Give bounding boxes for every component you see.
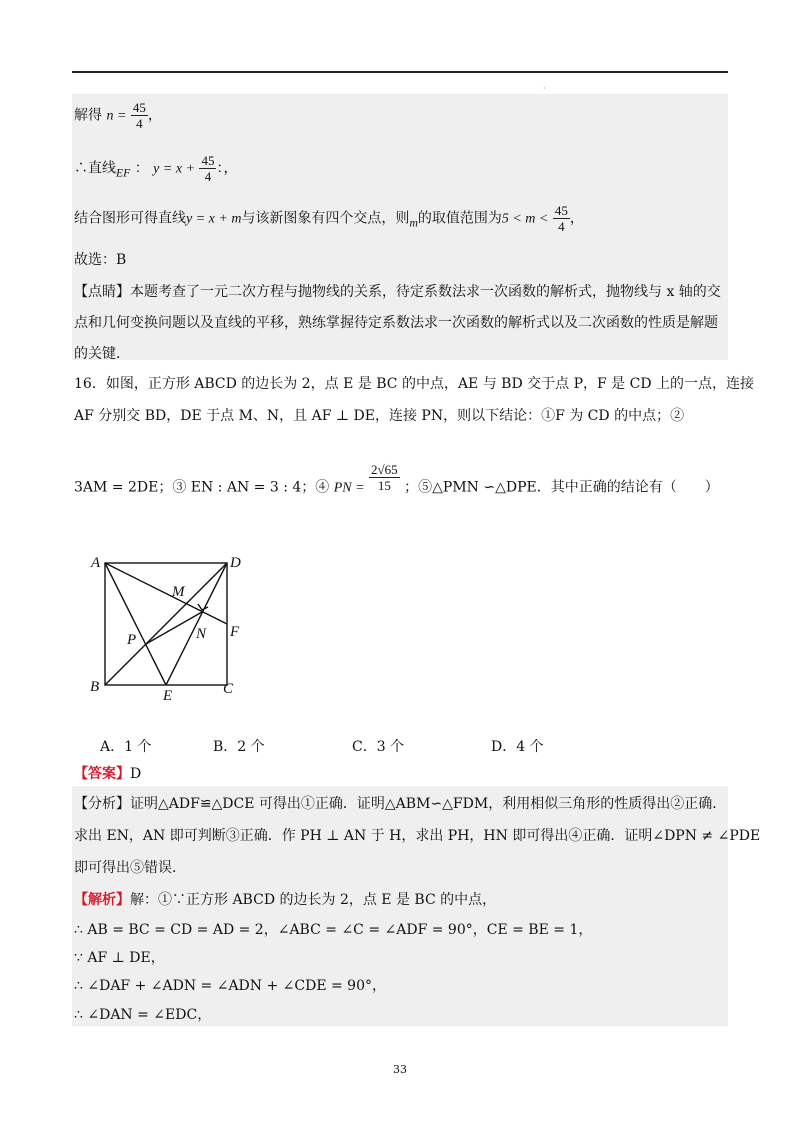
label-d: D xyxy=(230,555,241,571)
fraction-45-4: $\frac{45}{4}$ xyxy=(132,100,146,131)
label-m: M xyxy=(172,584,185,600)
explanation-line-3: ∵ AF ⊥ DE， xyxy=(74,950,165,966)
geometry-figure xyxy=(80,548,260,708)
segment-af xyxy=(105,563,227,624)
label-a: A xyxy=(91,555,101,571)
header-rule xyxy=(72,71,728,73)
question-line-1: 16．如图，正方形 ABCD 的边长为 2，点 E 是 BC 的中点，AE 与 BD 交于点 P，F 是 CD 上的一点，连接 xyxy=(74,376,755,392)
option-c[interactable]: C．3 个 xyxy=(352,739,405,755)
segment-ae xyxy=(105,563,166,685)
question-line-2: AF 分别交 BD，DE 于点 M、N，且 AF ⊥ DE，连接 PN，则以下结论：①F 为 CD 的中点；② xyxy=(74,408,685,424)
solution-line-3: 结合图形可得直线y = x + m与该新图象有四个交点，则$_m$的取值范围为5 < m < $\frac{45}{4}$ ， xyxy=(74,203,584,234)
option-d[interactable]: D．4 个 xyxy=(491,739,544,755)
answer-line xyxy=(74,764,141,784)
review-line-3: 的关键． xyxy=(74,346,130,362)
option-b[interactable]: B．2 个 xyxy=(213,739,265,755)
label-b: B xyxy=(90,679,100,695)
explanation-tag: 【解析】 xyxy=(74,892,130,908)
fraction-2sqrt65-15: $\frac{2√65}{15}$ xyxy=(371,462,398,493)
solution-line-1: 解得 n = $\frac{45}{4}$ ， xyxy=(74,100,162,131)
option-a[interactable]: A．1 个 xyxy=(100,739,152,755)
analysis-line-3: 即可得出⑤错误． xyxy=(74,860,186,876)
header-dot: · xyxy=(543,84,546,93)
explanation-line-5: ∴ ∠DAN = ∠EDC， xyxy=(74,1007,212,1023)
label-p: P xyxy=(127,632,137,648)
label-e: E xyxy=(163,688,173,704)
review-line-1: 【点睛】本题考查了一元二次方程与抛物线的关系，待定系数法求一次函数的解析式，抛物线与 x 轴的交 xyxy=(74,284,721,300)
review-line-2: 点和几何变换问题以及直线的平移，熟练掌握待定系数法求一次函数的解析式以及二次函数的性质是解题 xyxy=(74,315,718,331)
explanation-line-4: ∴ ∠DAF + ∠ADN = ∠ADN + ∠CDE = 90°， xyxy=(74,978,386,994)
explanation-line-1: 【解析】解：①∵正方形 ABCD 的边长为 2，点 E 是 BC 的中点， xyxy=(74,892,497,908)
segment-de xyxy=(166,563,227,685)
label-f: F xyxy=(230,624,240,640)
answer-tag: 【答案】 xyxy=(74,766,130,782)
fraction-45-4: $\frac{45}{4}$ xyxy=(554,203,568,234)
answer-value: D xyxy=(130,766,142,782)
diagonal-bd xyxy=(105,563,227,685)
explanation-line-2: ∴ AB = BC = CD = AD = 2，∠ABC = ∠C = ∠ADF = 90°，CE = BE = 1， xyxy=(74,922,593,938)
page-number: 33 xyxy=(393,1063,407,1076)
solution-line-2: ∴直线$_{EF}$ ： y = x + $\frac{45}{4}$ ：， xyxy=(74,153,238,184)
analysis-line-1: 【分析】证明△ADF≌△DCE 可得出①正确．证明△ABM∽△FDM，利用相似三角形的性质得出②正确． xyxy=(74,796,727,812)
fraction-45-4: $\frac{45}{4}$ xyxy=(201,153,215,184)
label-n: N xyxy=(196,626,207,642)
analysis-line-2: 求出 EN，AN 即可判断③正确．作 PH ⊥ AN 于 H，求出 PH，HN 即可得出④正确．证明∠DPN ≠ ∠PDE xyxy=(74,828,761,844)
solution-conclusion: 故选：B xyxy=(74,252,127,268)
question-line-3: 3AM = 2DE；③ EN : AN = 3 : 4；④ PN = $\frac{2√65}{15}$ ；⑤△PMN ∽△DPE．其中正确的结论有（ ） xyxy=(74,462,719,496)
label-c: C xyxy=(223,681,234,697)
